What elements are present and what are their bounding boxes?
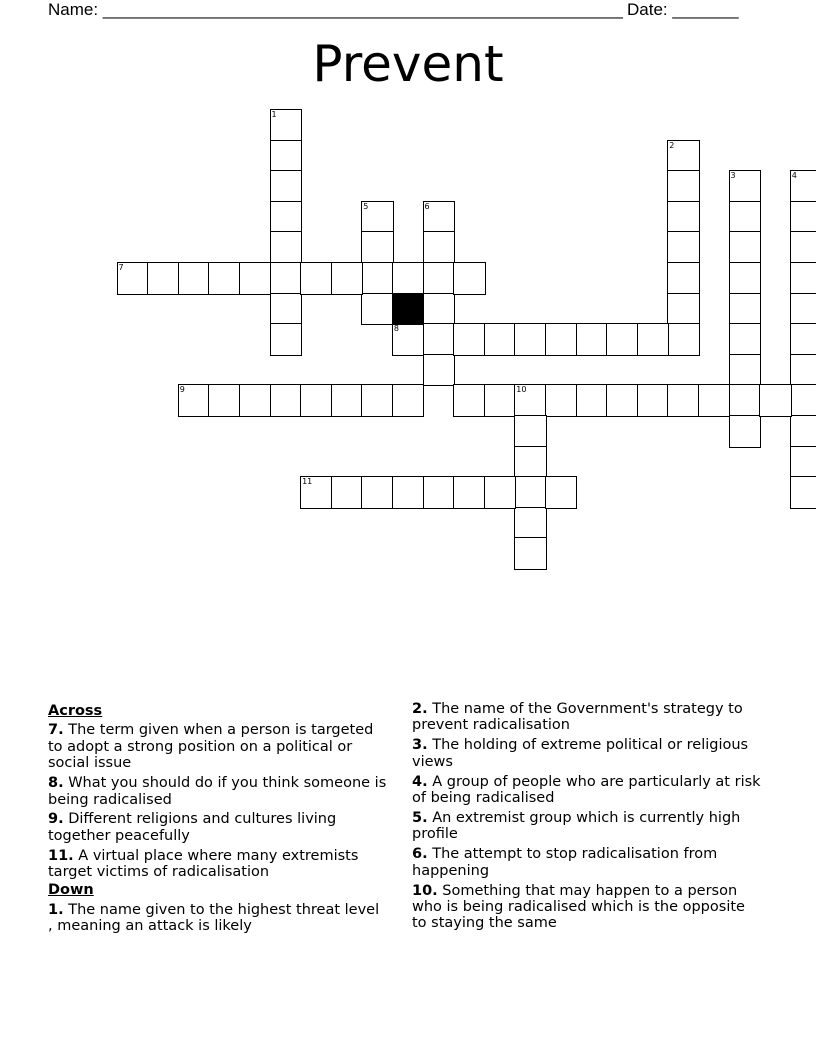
crossword-cell[interactable] <box>209 263 240 294</box>
clue-number-label: 10 <box>516 385 527 395</box>
clue-number: 9. <box>48 811 64 828</box>
crossword-cell[interactable] <box>179 263 210 294</box>
crossword-cell[interactable] <box>424 294 455 325</box>
crossword-cell[interactable] <box>577 324 608 355</box>
crossword-cell[interactable] <box>240 385 271 416</box>
crossword-cell[interactable] <box>362 263 393 294</box>
crossword-cell[interactable] <box>668 294 699 325</box>
clues-column-left <box>48 701 388 935</box>
crossword-cell[interactable] <box>791 416 816 447</box>
crossword-cell[interactable] <box>301 477 332 508</box>
crossword-cell[interactable] <box>515 324 546 355</box>
clue-text: The term given when a person is targeted to adopt a strong position on a political or social issue <box>48 722 374 772</box>
clue-text: The holding of extreme political or religious views <box>412 737 749 770</box>
crossword-cell[interactable] <box>454 477 485 508</box>
crossword-cell[interactable] <box>454 385 485 416</box>
clue-number-label: 1 <box>271 110 277 119</box>
crossword-cell[interactable] <box>393 324 424 355</box>
crossword-cell[interactable] <box>730 171 761 202</box>
crossword-cell[interactable] <box>546 385 577 416</box>
crossword-cell[interactable] <box>730 324 761 355</box>
crossword-cell[interactable] <box>332 385 363 416</box>
clue-text: The name given to the highest threat level , meaning an attack is likely <box>48 901 380 935</box>
crossword-cell[interactable] <box>271 232 302 263</box>
clue-across-9 <box>48 811 388 844</box>
clue-text: Different religions and cultures living together peacefully <box>48 811 337 844</box>
crossword-cell[interactable] <box>515 447 546 478</box>
crossword-cell[interactable] <box>240 263 271 294</box>
crossword-cell[interactable] <box>424 477 455 508</box>
clue-number: 2. <box>412 701 428 717</box>
crossword-cell[interactable] <box>301 263 332 294</box>
clue-number: 5. <box>412 809 428 826</box>
clue-number-label: 7 <box>118 263 124 272</box>
crossword-cell[interactable] <box>730 385 761 416</box>
clue-across-8 <box>48 775 388 808</box>
crossword-cell[interactable] <box>730 232 761 263</box>
crossword-cell[interactable] <box>668 202 699 233</box>
crossword-cell[interactable] <box>362 232 393 263</box>
clue-number: 4. <box>412 773 428 790</box>
crossword-cell[interactable] <box>699 385 730 416</box>
crossword-cell[interactable] <box>393 263 424 294</box>
name-field[interactable]: Name: _______________________________________________________ <box>48 0 623 19</box>
crossword-cell[interactable] <box>118 263 149 294</box>
crossword-cell[interactable] <box>668 141 699 172</box>
clue-number: 6. <box>412 846 428 863</box>
crossword-cell[interactable] <box>791 202 816 233</box>
clue-text: What you should do if you think someone is being radicalised <box>48 775 387 808</box>
clue-text: The name of the Government's strategy to prevent radicalisation <box>412 701 743 734</box>
crossword-cell[interactable] <box>730 202 761 233</box>
crossword-cell[interactable] <box>393 385 424 416</box>
crossword-cell[interactable] <box>515 538 546 569</box>
crossword-cell[interactable] <box>209 385 240 416</box>
clue-text: A virtual place where many extremists target victims of radicalisation <box>48 847 359 881</box>
crossword-cell[interactable] <box>362 202 393 233</box>
across-heading: Across <box>48 702 103 719</box>
clue-down-10 <box>412 883 762 932</box>
crossword-cell[interactable] <box>791 263 816 294</box>
clue-text: A group of people who are particularly at risk of being radicalised <box>412 773 761 807</box>
clue-number-label: 9 <box>179 385 185 395</box>
clue-number: 11. <box>48 847 74 864</box>
crossword-cell[interactable] <box>791 294 816 325</box>
crossword-cell[interactable] <box>668 263 699 294</box>
clue-number-label: 5 <box>363 201 369 211</box>
crossword-cell[interactable] <box>791 232 816 263</box>
crossword-cell[interactable] <box>332 477 363 508</box>
crossword-cell[interactable] <box>668 324 699 355</box>
clue-down-5 <box>412 810 762 843</box>
clue-number-label: 11 <box>302 477 313 487</box>
crossword-cell[interactable] <box>485 385 516 416</box>
crossword-cell[interactable] <box>607 385 638 416</box>
crossword-cell[interactable] <box>760 385 791 416</box>
crossword-cell[interactable] <box>515 477 546 508</box>
crossword-cell[interactable] <box>332 263 363 294</box>
clue-down-2 <box>412 701 762 734</box>
crossword-cell[interactable] <box>271 110 302 141</box>
clue-text: An extremist group which is currently high profile <box>412 809 741 843</box>
clue-down-4 <box>412 774 762 807</box>
crossword-cell[interactable] <box>791 385 816 416</box>
crossword-cell[interactable] <box>791 447 816 478</box>
clue-down-6 <box>412 846 762 879</box>
crossword-cell[interactable] <box>668 232 699 263</box>
clue-number-label: 3 <box>730 171 736 181</box>
crossword-cell[interactable] <box>791 171 816 202</box>
crossword-cell[interactable] <box>515 508 546 539</box>
crossword-cell[interactable] <box>393 477 424 508</box>
clue-number: 7. <box>48 722 64 739</box>
crossword-cell[interactable] <box>668 385 699 416</box>
date-field[interactable]: Date: _______ <box>627 0 739 19</box>
clue-across-7 <box>48 722 388 771</box>
crossword-cell[interactable] <box>791 477 816 508</box>
crossword-cell[interactable] <box>148 263 179 294</box>
clue-number-label: 6 <box>424 201 430 211</box>
puzzle-title: Prevent <box>312 35 504 93</box>
crossword-cell[interactable] <box>515 416 546 447</box>
crossword-cell[interactable] <box>271 263 302 294</box>
crossword-cell[interactable] <box>607 324 638 355</box>
crossword-cell[interactable] <box>424 263 455 294</box>
clue-text: Something that may happen to a person who is being radicalised which is the opposite to staying the same <box>412 882 745 932</box>
crossword-cell[interactable] <box>424 324 455 355</box>
clues-column-right <box>412 701 762 932</box>
clue-number-label: 4 <box>791 171 797 181</box>
clue-text: The attempt to stop radicalisation from happening <box>412 846 718 879</box>
down-heading: Down <box>48 882 94 899</box>
crossword-cell[interactable] <box>485 324 516 355</box>
crossword-cell[interactable] <box>424 202 455 233</box>
crossword-cell[interactable] <box>638 324 669 355</box>
crossword-cell[interactable] <box>271 141 302 172</box>
clue-number: 3. <box>412 737 428 754</box>
crossword-cell[interactable] <box>271 202 302 233</box>
crossword-cell[interactable] <box>362 477 393 508</box>
crossword-cell[interactable] <box>362 385 393 416</box>
crossword-cell[interactable] <box>638 385 669 416</box>
crossword-cell[interactable] <box>668 171 699 202</box>
crossword-cell[interactable] <box>730 263 761 294</box>
crossword-cell[interactable] <box>271 294 302 325</box>
crossword-cell[interactable] <box>271 385 302 416</box>
crossword-cell[interactable] <box>485 477 516 508</box>
crossword-cell[interactable] <box>362 294 393 325</box>
clue-across-11 <box>48 848 388 881</box>
crossword-cell[interactable] <box>577 385 608 416</box>
crossword-cell[interactable] <box>730 294 761 325</box>
crossword-cell[interactable] <box>515 385 546 416</box>
clue-number-label: 2 <box>669 140 675 150</box>
clue-number: 1. <box>48 901 64 918</box>
crossword-cell[interactable] <box>730 416 761 447</box>
crossword-cell[interactable] <box>791 324 816 355</box>
clue-down-3 <box>412 737 762 770</box>
clue-down-1 <box>48 902 388 935</box>
crossword-cell[interactable] <box>791 355 816 386</box>
crossword-cell[interactable] <box>454 324 485 355</box>
crossword-cell[interactable] <box>454 263 485 294</box>
crossword-cell[interactable] <box>301 385 332 416</box>
crossword-cell[interactable] <box>271 171 302 202</box>
crossword-cell[interactable] <box>546 324 577 355</box>
crossword-cell[interactable] <box>271 324 302 355</box>
crossword-cell[interactable] <box>424 232 455 263</box>
crossword-cell[interactable] <box>730 355 761 386</box>
clue-number-label: 8 <box>393 324 399 334</box>
crossword-cell[interactable] <box>179 385 210 416</box>
crossword-block <box>393 294 424 325</box>
crossword-cell[interactable] <box>546 477 577 508</box>
clue-number: 8. <box>48 775 64 792</box>
crossword-cell[interactable] <box>424 355 455 386</box>
clue-number: 10. <box>412 882 438 899</box>
